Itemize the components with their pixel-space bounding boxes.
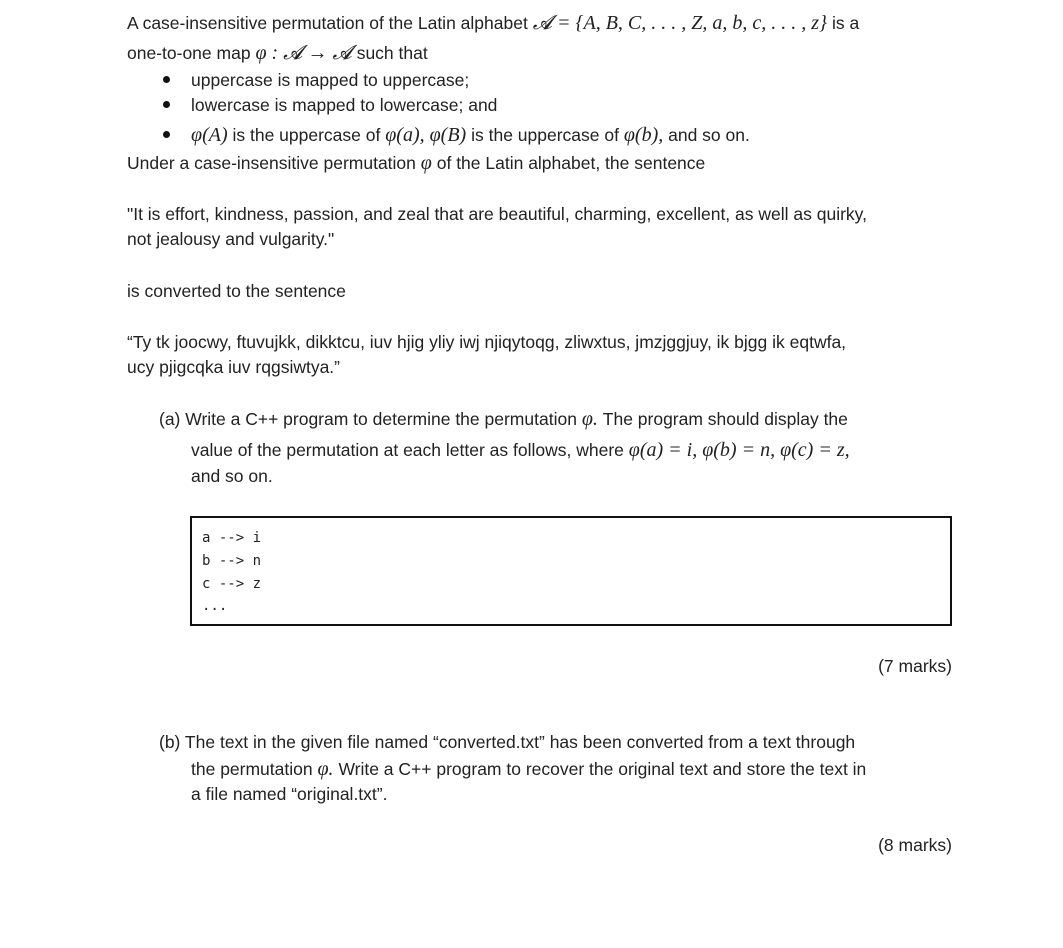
part-a-phi: φ. bbox=[581, 408, 598, 430]
map-formula: φ : 𝓐 → 𝓐 bbox=[255, 42, 352, 64]
part-a-example-formula: φ(a) = i, φ(b) = n, φ(c) = z, bbox=[628, 439, 850, 461]
intro-line-2 bbox=[127, 42, 428, 64]
intro-map-text: one-to-one map bbox=[127, 43, 251, 63]
part-b-marks: (8 marks) bbox=[878, 835, 952, 855]
phi-b: φ(b), bbox=[623, 124, 664, 146]
phi-symbol: φ bbox=[420, 152, 432, 174]
sample-output-box bbox=[190, 516, 952, 626]
code-line-3: c --> z bbox=[202, 576, 262, 592]
part-b-text: the permutation bbox=[191, 759, 313, 779]
bullet-3 bbox=[163, 131, 170, 138]
intro-text: A case-insensitive permutation of the Latin alphabet bbox=[127, 13, 528, 33]
intro-line-1 bbox=[127, 12, 859, 34]
part-b-text-end: Write a C++ program to recover the original text and store the text in bbox=[338, 759, 867, 779]
part-a-text-end: The program should display the bbox=[602, 409, 848, 429]
bullet-1 bbox=[163, 76, 170, 83]
part-b-line-3: a file named “original.txt”. bbox=[191, 784, 388, 804]
converted-sentence-line-2: ucy pjigcqka iuv rqgsiwtya.” bbox=[127, 357, 340, 377]
part-a-line-3: and so on. bbox=[191, 466, 273, 486]
part-a-value-text: value of the permutation at each letter as follows, where bbox=[191, 440, 624, 460]
intro-text-end: is a bbox=[831, 13, 860, 33]
part-b-phi: φ. bbox=[317, 758, 334, 780]
code-line-2: b --> n bbox=[202, 553, 262, 569]
under-text-2: of the Latin alphabet, the sentence bbox=[436, 153, 706, 173]
bullet-item-1: uppercase is mapped to uppercase; bbox=[191, 70, 470, 90]
part-a-line-1 bbox=[159, 408, 848, 430]
alphabet-set-formula: 𝓐 = {A, B, C, . . . , Z, a, b, c, . . . , z} bbox=[532, 12, 828, 34]
phi-A: φ(A) bbox=[191, 124, 228, 146]
part-a-marks: (7 marks) bbox=[878, 656, 952, 676]
converted-sentence-line-1: “Ty tk joocwy, ftuvujkk, dikktcu, iuv hjig yliy iwj njiqytoqg, zliwxtus, jmzjggjuy, ik bjgg ik eqtwfa, bbox=[127, 332, 847, 352]
bullet-3-text-2: is the uppercase of bbox=[471, 125, 619, 145]
bullet-item-3 bbox=[191, 124, 750, 146]
intro-map-end: such that bbox=[356, 43, 428, 63]
bullet-3-text-3: and so on. bbox=[668, 125, 750, 145]
part-b-line-1: (b) The text in the given file named “converted.txt” has been converted from a text through bbox=[159, 732, 856, 752]
under-permutation-line bbox=[127, 152, 705, 174]
converted-label: is converted to the sentence bbox=[127, 281, 346, 301]
code-line-1: a --> i bbox=[202, 530, 262, 546]
part-a-text: (a) Write a C++ program to determine the permutation bbox=[159, 409, 577, 429]
bullet-3-text-1: is the uppercase of bbox=[232, 125, 381, 145]
code-line-4: ... bbox=[202, 598, 228, 614]
part-a-line-2 bbox=[191, 439, 850, 461]
under-text-1: Under a case-insensitive permutation bbox=[127, 153, 416, 173]
original-sentence-line-1: "It is effort, kindness, passion, and zeal that are beautiful, charming, excellent, as well as quirky, bbox=[127, 204, 867, 224]
bullet-item-2: lowercase is mapped to lowercase; and bbox=[191, 95, 498, 115]
original-sentence-line-2: not jealousy and vulgarity." bbox=[127, 229, 335, 249]
part-b-line-2 bbox=[191, 758, 866, 780]
phi-a-phi-B: φ(a), φ(B) bbox=[385, 124, 467, 146]
bullet-2 bbox=[163, 101, 170, 108]
